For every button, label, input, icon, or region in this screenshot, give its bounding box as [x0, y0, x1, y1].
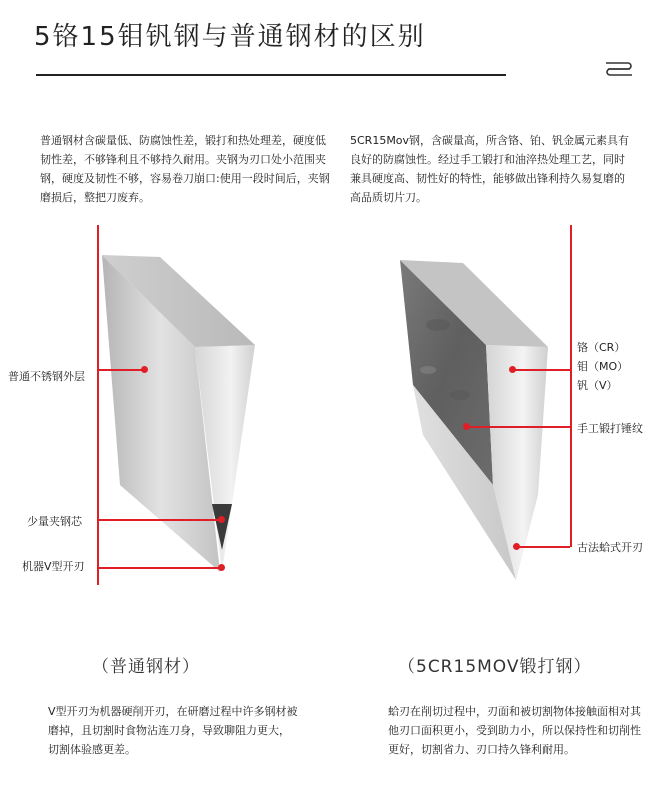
callout-vanadium: 钒（V）	[577, 379, 618, 392]
page-title: 5铬15钼钒钢与普通钢材的区别	[34, 22, 426, 52]
forged-steel-label: （5CR15MOV锻打钢）	[398, 657, 592, 677]
right-guide-line	[570, 225, 572, 547]
menu-icon[interactable]	[604, 60, 634, 78]
callout-hammer-pattern: 手工锻打锤纹	[577, 422, 643, 435]
clam-edge-explanation: 蛤刃在削切过程中，刃面和被切割物体接触面相对其他刃口面积更小，受到助力小，所以保持性和切削性更好，切割省力、刃口持久锋利耐用。	[388, 705, 641, 756]
outer-layer-connector	[97, 369, 145, 371]
hammer-mark	[450, 390, 470, 400]
alloy-marker	[509, 366, 516, 373]
callout-steel-core: 少量夹钢芯	[27, 515, 82, 528]
edge-marker	[218, 564, 225, 571]
outer-layer-marker	[141, 366, 148, 373]
edge-connector	[97, 567, 221, 569]
forged-steel-blade-illustration	[398, 255, 553, 585]
callout-chromium: 铬（CR）	[577, 341, 626, 354]
hammer-pattern-marker	[463, 423, 470, 430]
v-edge-explanation: V型开刃为机器硬削开刃，在研磨过程中许多钢材被磨掉，且切割时食物沾连刀身，导致聊阻力更大，切割体验感更差。	[48, 705, 298, 756]
title-divider	[36, 74, 506, 76]
alloy-connector	[512, 369, 570, 371]
standard-steel-description: 普通钢材含碳量低、防腐蚀性差，锻打和热处理差，硬度低韧性差，不够锋利且不够持久耐用。夹钢为刃口处小范围夹钢，硬度及韧性不够，容易卷刀崩口:使用一段时间后，夹钢磨损后，整把刀废弃。	[40, 134, 330, 204]
callout-outer-layer: 普通不锈钢外层	[8, 370, 85, 383]
standard-steel-label: （普通钢材）	[92, 657, 200, 677]
core-marker	[218, 516, 225, 523]
clam-edge-connector	[517, 546, 570, 548]
forged-steel-description: 5CR15Mov钢，含碳量高，所含铬、铂、钒金属元素具有良好的防腐蚀性。经过手工锻打和油淬热处理工艺，同时兼具硬度高、韧性好的特性，能够做出锋利持久易复磨的高品质切片刀。	[350, 134, 630, 204]
hammer-mark	[426, 319, 450, 331]
hammer-mark	[420, 366, 436, 374]
standard-steel-blade-illustration	[100, 245, 260, 585]
clam-edge-marker	[513, 543, 520, 550]
core-connector	[97, 519, 222, 521]
hammer-pattern-connector	[467, 426, 570, 428]
callout-clam-edge: 古法蛤式开刃	[577, 541, 643, 554]
callout-v-edge: 机器V型开刃	[22, 560, 85, 573]
callout-molybdenum: 钼（MO）	[577, 360, 629, 373]
left-guide-line	[97, 225, 99, 585]
